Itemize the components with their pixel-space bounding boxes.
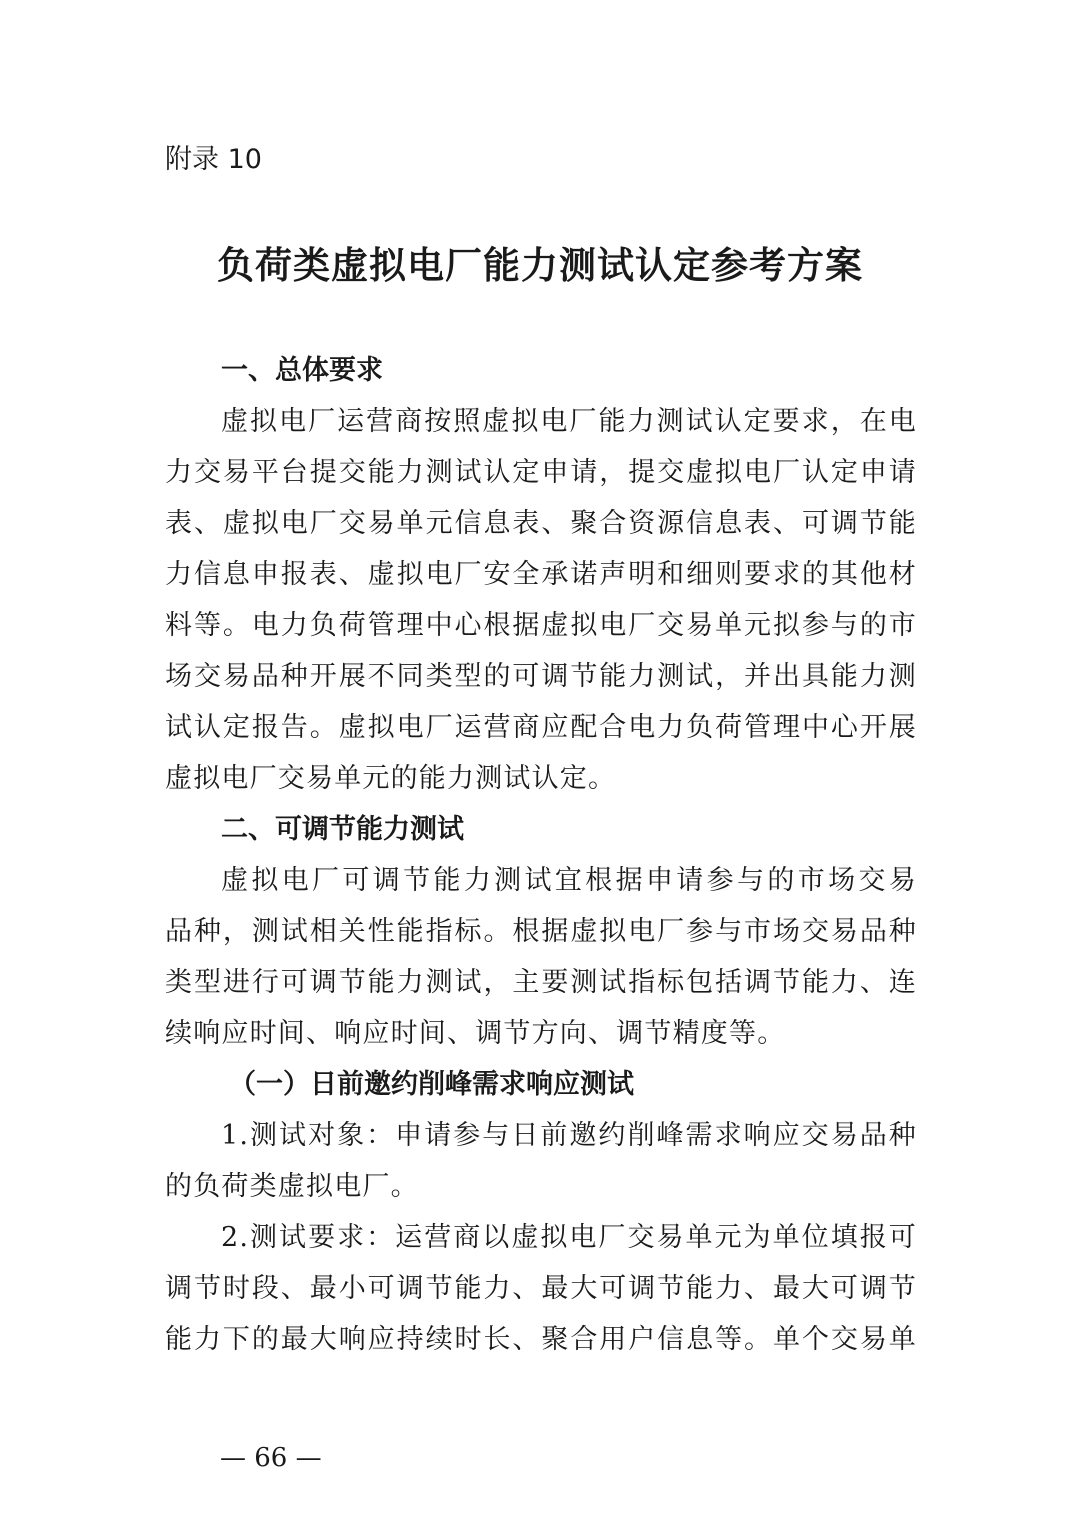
paragraph-test-object: [165, 1110, 917, 1212]
paragraph-adjustable-capacity-test: [165, 855, 917, 1059]
text-line: 虚拟电厂可调节能力测试宜根据申请参与的市场交易: [221, 865, 917, 896]
text-line: 料等。电力负荷管理中心根据虚拟电厂交易单元拟参与的市: [165, 610, 917, 641]
text-line: 试认定报告。虚拟电厂运营商应配合电力负荷管理中心开展: [165, 712, 917, 743]
text-line: 调节时段、最小可调节能力、最大可调节能力、最大可调节: [165, 1273, 917, 1304]
text-line: 品种，测试相关性能指标。根据虚拟电厂参与市场交易品种: [165, 916, 917, 947]
text-line: 表、虚拟电厂交易单元信息表、聚合资源信息表、可调节能: [165, 508, 917, 539]
text-line: 2.测试要求：运营商以虚拟电厂交易单元为单位填报可: [221, 1222, 917, 1253]
text-line: 力交易平台提交能力测试认定申请，提交虚拟电厂认定申请: [165, 457, 917, 488]
section-heading-adjustable-capacity-test: 二、可调节能力测试: [221, 814, 464, 845]
text-line: 续响应时间、响应时间、调节方向、调节精度等。: [165, 1018, 786, 1049]
appendix-label: 附录 10: [165, 144, 262, 175]
subsection-heading-day-ahead-peak-shaving: （一）日前邀约削峰需求响应测试: [229, 1069, 634, 1100]
text-line: 类型进行可调节能力测试，主要测试指标包括调节能力、连: [165, 967, 917, 998]
text-line: 力信息申报表、虚拟电厂安全承诺声明和细则要求的其他材: [165, 559, 917, 590]
text-line: 虚拟电厂交易单元的能力测试认定。: [165, 763, 617, 794]
text-line: 场交易品种开展不同类型的可调节能力测试，并出具能力测: [165, 661, 917, 692]
text-line: 能力下的最大响应持续时长、聚合用户信息等。单个交易单: [165, 1324, 917, 1355]
text-line: 虚拟电厂运营商按照虚拟电厂能力测试认定要求，在电: [221, 406, 917, 437]
paragraph-general-requirements: [165, 396, 917, 804]
document-body: [165, 345, 917, 1365]
document-title: 负荷类虚拟电厂能力测试认定参考方案: [217, 244, 863, 287]
page-number: — 66 —: [220, 1443, 322, 1473]
paragraph-test-requirements: [165, 1212, 917, 1365]
text-line: 1.测试对象：申请参与日前邀约削峰需求响应交易品种: [221, 1120, 917, 1151]
section-heading-general-requirements: 一、总体要求: [221, 355, 383, 386]
text-line: 的负荷类虚拟电厂。: [165, 1171, 419, 1202]
